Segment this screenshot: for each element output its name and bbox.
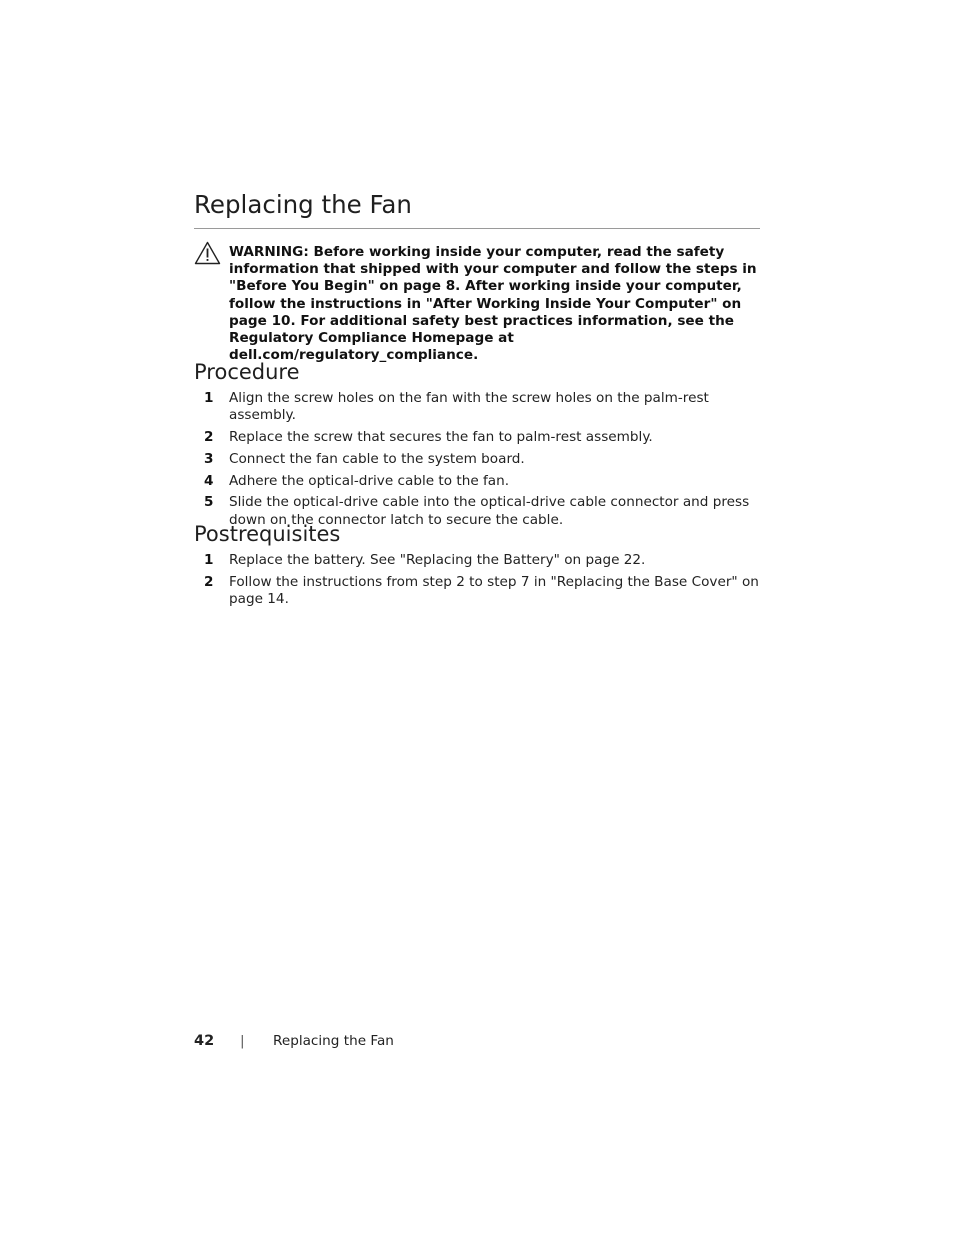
step-text: Adhere the optical-drive cable to the fan. bbox=[229, 472, 510, 489]
page-number: 42 bbox=[194, 1033, 215, 1049]
step-text: Connect the fan cable to the system board. bbox=[229, 450, 525, 467]
step-number: 3 bbox=[204, 450, 214, 467]
step-text: Replace the screw that secures the fan to palm-rest assembly. bbox=[229, 429, 653, 445]
procedure-step bbox=[194, 473, 760, 490]
step-number: 5 bbox=[204, 494, 214, 511]
step-number: 1 bbox=[204, 552, 214, 568]
step-number: 2 bbox=[204, 429, 214, 445]
procedure-step bbox=[194, 429, 760, 446]
postrequisites-heading: Postrequisites bbox=[194, 522, 341, 546]
procedure-step bbox=[194, 451, 760, 468]
step-number: 1 bbox=[204, 390, 214, 406]
postrequisite-step bbox=[194, 574, 760, 608]
footer-chapter-label: Replacing the Fan bbox=[273, 1033, 394, 1049]
step-text: Follow the instructions from step 2 to step 7 in "Replacing the Base Cover" on page 14. bbox=[229, 573, 759, 607]
step-number: 4 bbox=[204, 472, 214, 489]
postrequisite-step bbox=[194, 552, 760, 569]
step-number: 2 bbox=[204, 573, 214, 590]
step-text: Replace the battery. See "Replacing the Battery" on page 22. bbox=[229, 552, 646, 568]
page-title: Replacing the Fan bbox=[194, 190, 412, 219]
procedure-step bbox=[194, 390, 760, 424]
step-text: Align the screw holes on the fan with the screw holes on the palm-rest assembly. bbox=[229, 390, 709, 424]
postrequisites-steps bbox=[194, 552, 760, 613]
title-divider bbox=[194, 228, 760, 229]
footer-separator: | bbox=[240, 1033, 245, 1049]
procedure-heading: Procedure bbox=[194, 360, 300, 384]
warning-text: WARNING: Before working inside your computer, read the safety information that shipped with your computer and follow the steps in "Before You Begin" on page 8. After working inside your computer, follow the instructions in "After Working Inside Your Computer" on page 10. For additional safety best practices information, see the Regulatory Compliance Homepage at dell.com/regulatory_compliance. bbox=[229, 244, 757, 364]
step-text: Slide the optical-drive cable into the optical-drive cable connector and press down on the connector latch to secure the cable. bbox=[229, 494, 750, 528]
procedure-steps bbox=[194, 390, 760, 533]
warning-triangle-icon bbox=[194, 241, 221, 265]
